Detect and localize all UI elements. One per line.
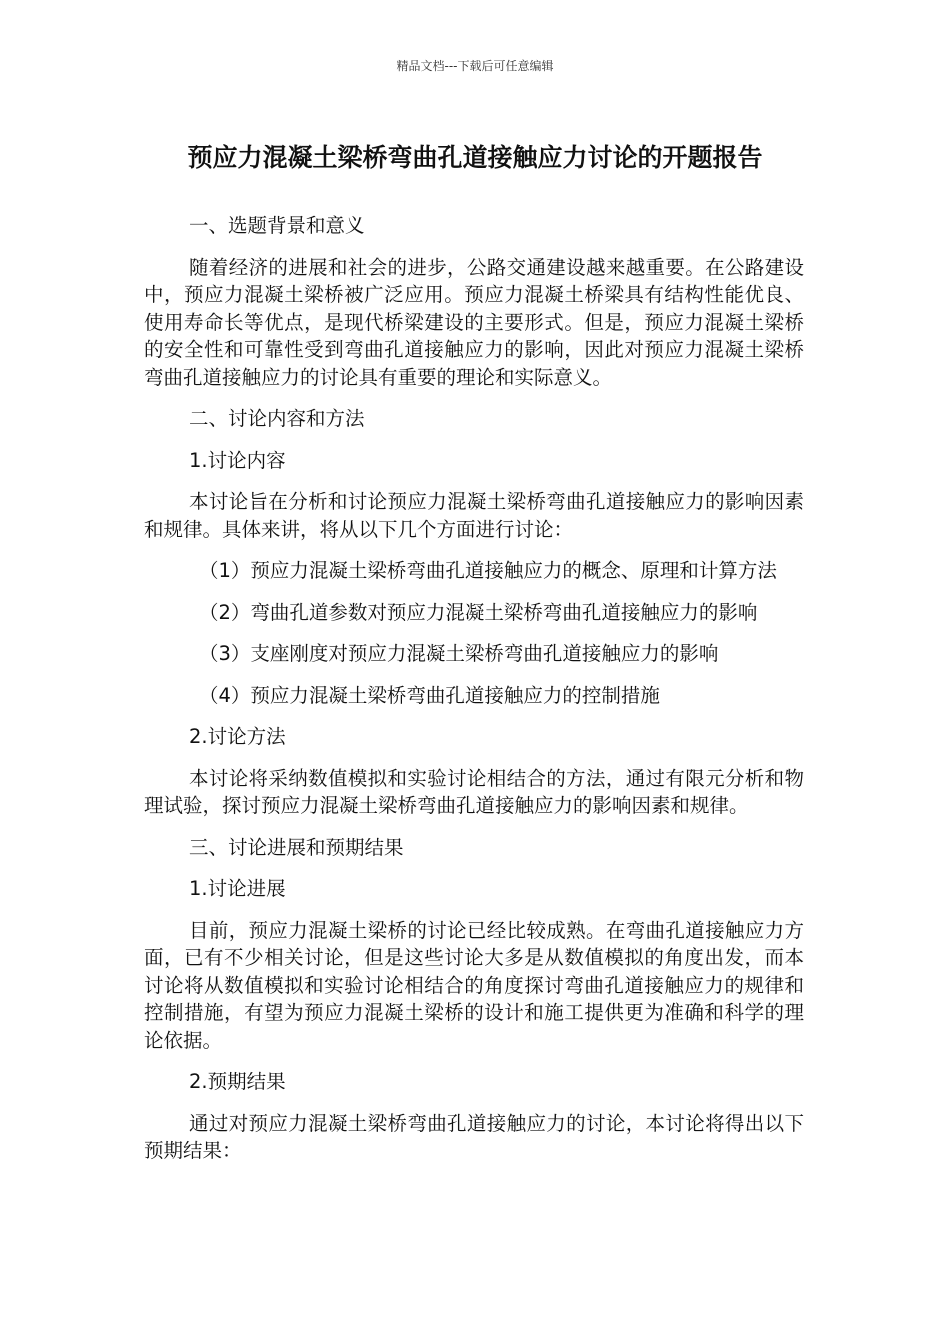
list-item: （4）预应力混凝土梁桥弯曲孔道接触应力的控制措施 — [199, 683, 660, 707]
subheading-research-content: 1.讨论内容 — [189, 448, 286, 472]
paragraph-research-method: 本讨论将采纳数值模拟和实验讨论相结合的方法，通过有限元分析和物理试验，探讨预应力混凝土梁桥弯曲孔道接触应力的影响因素和规律。 — [144, 766, 804, 817]
list-item: （3）支座刚度对预应力混凝土梁桥弯曲孔道接触应力的影响 — [199, 642, 719, 665]
document-body — [144, 212, 804, 1179]
subheading-expected-results: 2.预期结果 — [189, 1070, 286, 1093]
paragraph-expected-results: 通过对预应力混凝土梁桥弯曲孔道接触应力的讨论，本讨论将得出以下预期结果： — [144, 1111, 804, 1162]
document-title: 预应力混凝土梁桥弯曲孔道接触应力讨论的开题报告 — [187, 143, 763, 172]
section-heading-content-method: 二、讨论内容和方法 — [189, 407, 365, 430]
list-item: （1）预应力混凝土梁桥弯曲孔道接触应力的概念、原理和计算方法 — [199, 559, 777, 582]
paragraph-progress: 目前，预应力混凝土梁桥的讨论已经比较成熟。在弯曲孔道接触应力方面，已有不少相关讨论，但是这些讨论大多是从数值模拟的角度出发，而本讨论将从数值模拟和实验讨论相结合的角度探讨弯曲孔道接触应力的规律和控制措施，有望为预应力混凝土梁桥的设计和施工提供更为准确和科学的理论依据。 — [144, 918, 804, 1052]
page-header: 精品文档---下载后可任意编辑 — [396, 59, 554, 73]
section-heading-progress-results: 三、讨论进展和预期结果 — [189, 835, 404, 859]
subheading-progress: 1.讨论进展 — [189, 877, 286, 900]
paragraph-research-content: 本讨论旨在分析和讨论预应力混凝土梁桥弯曲孔道接触应力的影响因素和规律。具体来讲，将从以下几个方面进行讨论： — [144, 490, 804, 541]
paragraph-background: 随着经济的进展和社会的进步，公路交通建设越来越重要。在公路建设中，预应力混凝土梁桥被广泛应用。预应力混凝土桥梁具有结构性能优良、使用寿命长等优点，是现代桥梁建设的主要形式。但是，预应力混凝土梁桥的安全性和可靠性受到弯曲孔道接触应力的影响，因此对预应力混凝土梁桥弯曲孔道接触应力的讨论具有重要的理论和实际意义。 — [144, 255, 804, 389]
section-heading-background: 一、选题背景和意义 — [189, 214, 365, 237]
subheading-research-method: 2.讨论方法 — [189, 725, 286, 748]
list-item: （2）弯曲孔道参数对预应力混凝土梁桥弯曲孔道接触应力的影响 — [199, 600, 758, 624]
